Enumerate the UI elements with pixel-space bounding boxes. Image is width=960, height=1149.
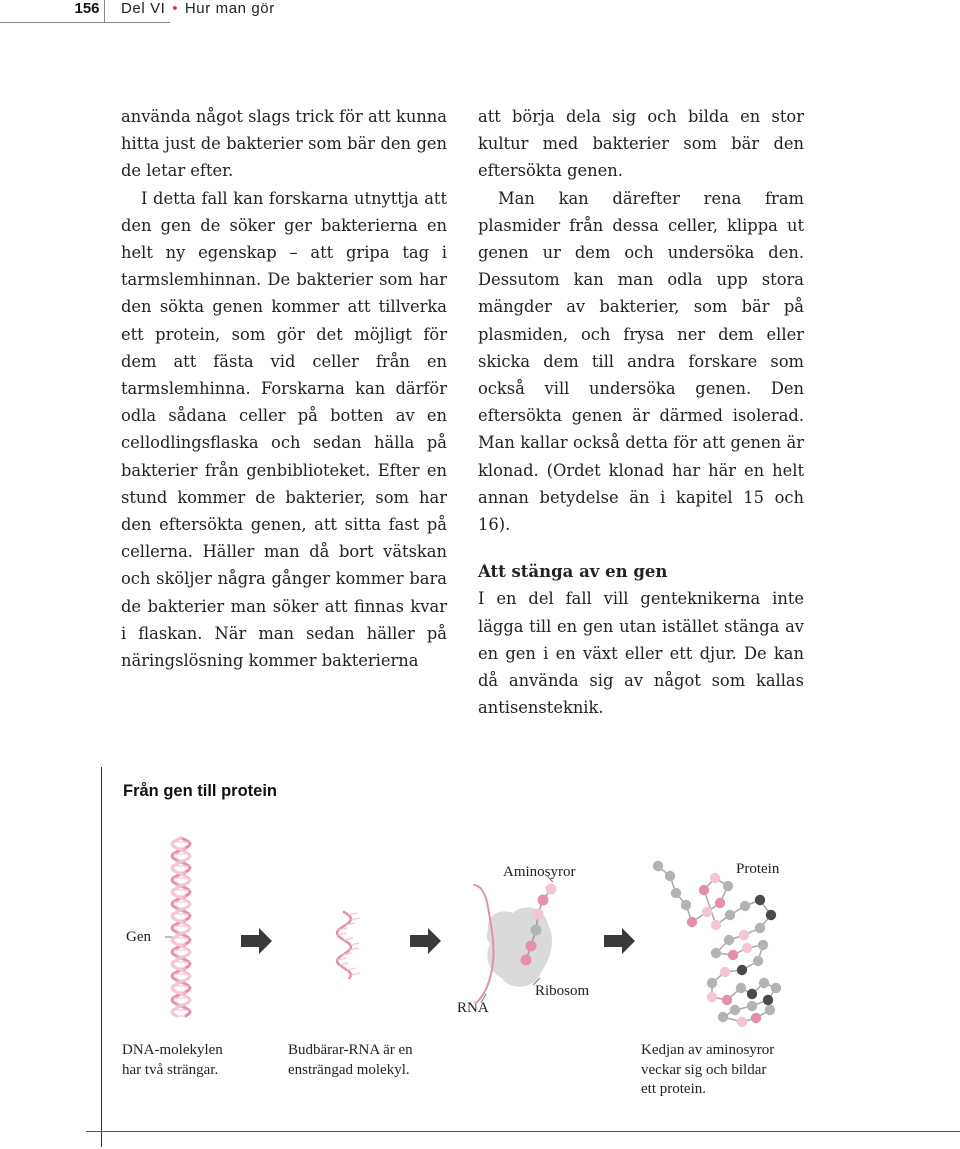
amino-acid-bead <box>538 895 549 906</box>
page-number: 156 <box>74 0 100 17</box>
amino-acid-bead <box>759 978 769 988</box>
mrna-base <box>347 968 356 970</box>
amino-acid-bead <box>747 989 757 999</box>
amino-acid-bead <box>742 943 752 953</box>
mrna-base <box>348 913 357 915</box>
amino-acid-bead <box>702 907 712 917</box>
amino-acid-bead <box>739 930 749 940</box>
amino-acid-bead <box>718 1012 728 1022</box>
amino-acid-bead <box>707 978 717 988</box>
paragraph: använda något slags trick för att kunna hitta just de bakterier som bär den gen de letar efter. <box>121 107 447 181</box>
amino-acid-bead <box>715 898 725 908</box>
mrna-base <box>350 943 359 945</box>
mrna-strand-icon <box>337 912 360 978</box>
caption-line: veckar sig och bildar <box>641 1061 767 1078</box>
amino-acid-bead <box>710 873 720 883</box>
dna-double-helix-icon <box>172 838 190 1016</box>
amino-acid-bead <box>724 935 734 945</box>
caption-line: har två strängar. <box>122 1061 219 1078</box>
label-protein: Protein <box>736 861 780 877</box>
amino-acid-bead <box>737 1017 747 1027</box>
amino-acid-bead <box>740 901 750 911</box>
label-ribosome: Ribosom <box>535 983 590 999</box>
label-amino-acids: Aminosyror <box>503 864 576 880</box>
amino-acid-bead <box>526 941 537 952</box>
mrna-base <box>351 973 360 975</box>
amino-acid-bead <box>711 948 721 958</box>
amino-acid-bead <box>751 1013 761 1023</box>
subheading: Att stänga av en gen <box>478 562 668 582</box>
paragraph: I en del fall vill genteknikerna inte lägga till en gen utan istället stänga av en gen i en växt eller ett djur. De kan då använda sig av något som kallas antisensteknik. <box>478 589 804 718</box>
amino-acid-bead <box>521 955 532 966</box>
amino-acid-bead <box>653 861 663 871</box>
amino-acid-bead <box>755 895 765 905</box>
mrna-base <box>351 918 360 920</box>
mrna-base <box>344 938 353 940</box>
amino-acid-bead <box>722 995 732 1005</box>
caption-line: Budbärar-RNA är en <box>288 1042 413 1058</box>
arrow-right-icon <box>241 928 272 954</box>
mrna-base <box>340 963 349 965</box>
bullet-separator: • <box>172 0 179 17</box>
amino-acid-bead <box>665 871 675 881</box>
amino-acid-bead <box>755 923 765 933</box>
amino-acid-bead <box>766 910 776 920</box>
amino-acid-bead <box>747 1001 757 1011</box>
caption-line: ensträngad molekyl. <box>288 1061 410 1078</box>
amino-acid-bead <box>687 917 697 927</box>
amino-acid-bead <box>736 983 746 993</box>
paragraph: Man kan därefter rena fram plasmider från dessa celler, klippa ut genen ur dem och undersöka den. Dessutom kan man odla upp stora mängder av bakterier, som bär på plasmiden, och frysa ner dem eller skicka dem till andra forskare som också vill undersöka genen. Den eftersökta genen är därmed isolerad. Man kallar också detta för att genen är klonad. (Ordet klonad har här en helt annan betydelse än i kapitel 15 och 16). <box>478 188 804 535</box>
amino-acid-bead <box>546 884 557 895</box>
arrow-right-icon <box>410 928 441 954</box>
amino-acid-bead <box>671 888 681 898</box>
chapter-label: Hur man gör <box>184 0 275 17</box>
caption-line: DNA-molekylen <box>122 1042 223 1058</box>
ribosome-icon <box>474 876 557 1003</box>
amino-acid-bead <box>711 920 721 930</box>
caption-line: Kedjan av aminosyror <box>641 1042 775 1058</box>
leader-line <box>547 876 553 882</box>
protein-chain-icon <box>653 861 781 1027</box>
amino-acid-bead <box>753 956 763 966</box>
amino-acid-bead <box>699 885 709 895</box>
amino-acid-bead <box>681 900 691 910</box>
figure-title: Från gen till protein <box>123 782 278 800</box>
amino-acid-bead <box>758 940 768 950</box>
arrow-right-icon <box>604 928 635 954</box>
amino-acid-bead <box>723 881 733 891</box>
amino-acid-bead <box>533 909 544 920</box>
amino-acid-bead <box>720 967 730 977</box>
amino-acid-bead <box>730 1005 740 1015</box>
amino-acid-bead <box>737 965 747 975</box>
amino-acid-bead <box>771 983 781 993</box>
section-label: Del VI <box>121 0 166 17</box>
amino-acid-bead <box>725 910 735 920</box>
label-gene: Gen <box>126 929 151 945</box>
amino-acid-bead <box>531 925 542 936</box>
amino-acid-bead <box>765 1005 775 1015</box>
label-rna: RNA <box>457 1000 489 1016</box>
amino-acid-bead <box>707 992 717 1002</box>
amino-acid-bead <box>763 995 773 1005</box>
amino-acid-bead <box>728 950 738 960</box>
caption-line: ett protein. <box>641 1081 706 1097</box>
paragraph: att börja dela sig och bilda en stor kultur med bakterier som bär den eftersökta genen. <box>478 107 804 181</box>
mrna-base <box>338 933 347 935</box>
paragraph: I detta fall kan forskarna utnyttja att den gen de söker ger bakterierna en helt ny egenskap – att gripa tag i tarmslemhinnan. De bakterier som har den sökta genen kommer att tillverka ett protein, som gör det möjligt för dem att fästa vid celler från en tarmslemhinna. Forskarna kan därför odla sådana celler på botten av en cellodlingsflaska och sedan hälla på bakterier från genbiblioteket. Efter en stund kommer de bakterier, som har den eftersökta genen, att sitta fast på cellerna. Häller man då bort vätskan och sköljer några gånger kommer bara de bakterier man söker att finnas kvar i flaskan. När man sedan häller på näringslösning kommer bakterierna <box>121 188 447 671</box>
